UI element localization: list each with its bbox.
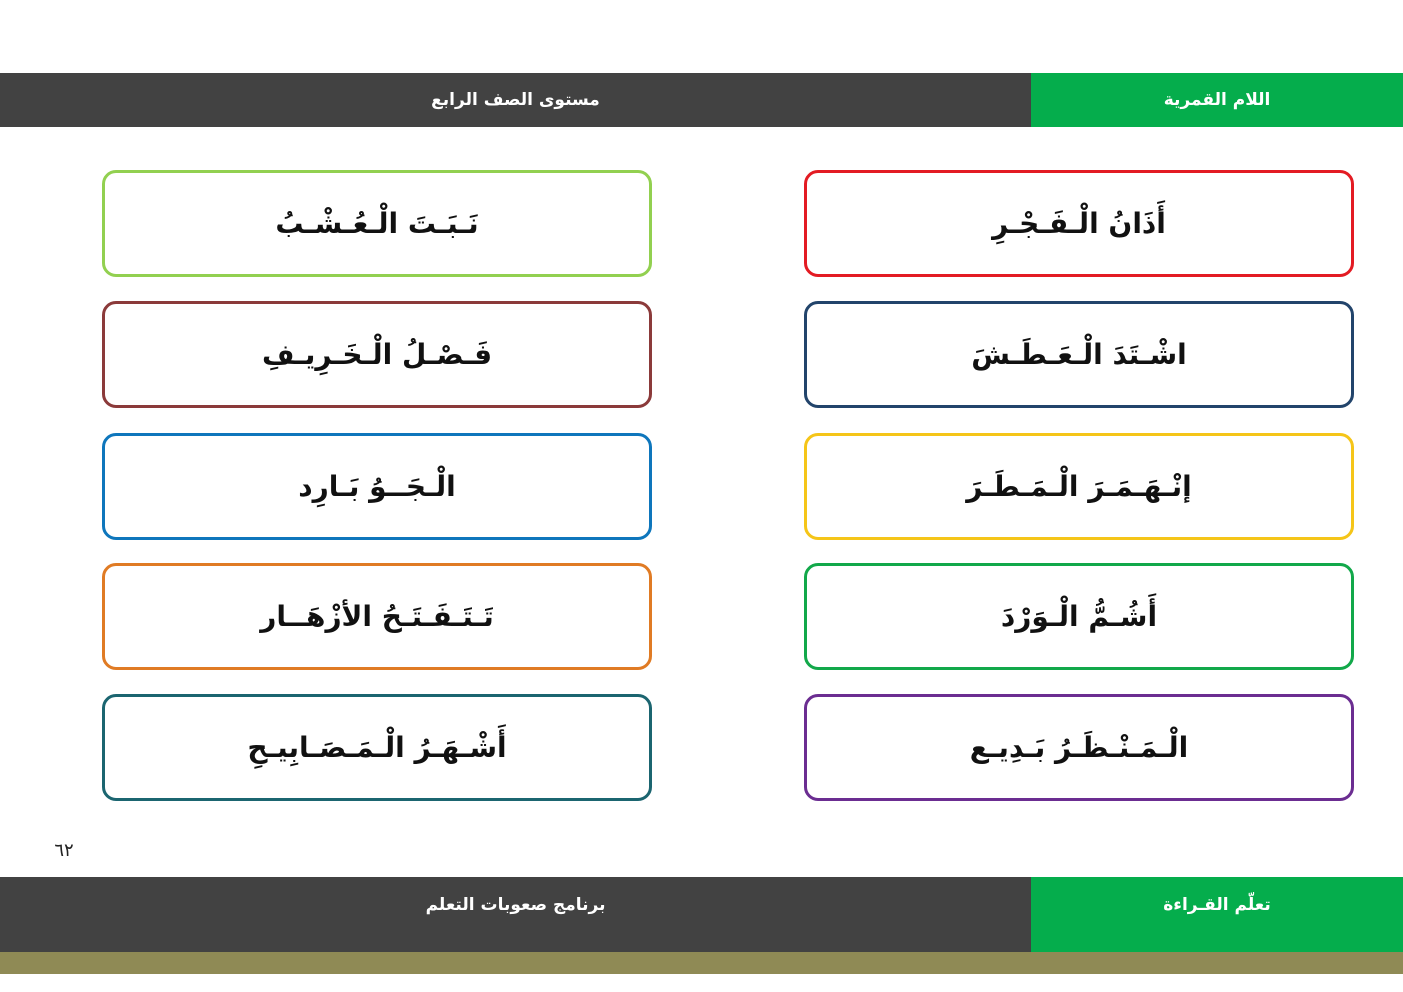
word-card (102, 170, 652, 277)
card-text: أَذَانُ الْـفَـجْـرِ (992, 207, 1166, 240)
page-number: ٦٢ (54, 840, 74, 861)
card-text: الْـمَـنْـظَـرُ بَـدِيـع (969, 731, 1189, 764)
word-card (804, 694, 1354, 801)
card-text: أَشُـمُّ الْـوَرْدَ (1000, 600, 1158, 633)
word-card (804, 433, 1354, 540)
card-text: الْـجَــوُ بَـارِد (298, 470, 456, 503)
card-text: اشْـتَدَ الْـعَـطَـشَ (971, 338, 1187, 371)
card-text: تَـتَـفَـتَـحُ الأزْهَــار (260, 600, 494, 633)
word-card (102, 694, 652, 801)
level-label: مستوى الصف الرابع (431, 90, 600, 110)
card-text: فَـصْـلُ الْـخَـرِيـفِ (261, 338, 493, 371)
word-card (102, 563, 652, 670)
word-card (804, 170, 1354, 277)
card-text: أَشْـهَـرُ الْـمَـصَـابِيـحِ (247, 731, 507, 764)
header-band (0, 73, 1403, 127)
word-card (804, 301, 1354, 408)
word-card (102, 433, 652, 540)
footer-strip (0, 952, 1403, 974)
topic-label: اللام القمرية (1163, 90, 1271, 110)
program-label: برنامج صعوبات التعلم (425, 895, 606, 915)
card-text: نَـبَـتَ الْـعُـشْـبُ (275, 207, 479, 240)
card-text: إنْـهَـمَـرَ الْـمَـطَـرَ (966, 470, 1192, 503)
word-card (102, 301, 652, 408)
word-card (804, 563, 1354, 670)
book-label: تعلّم القـراءة (1163, 895, 1271, 915)
footer-band (0, 877, 1403, 952)
